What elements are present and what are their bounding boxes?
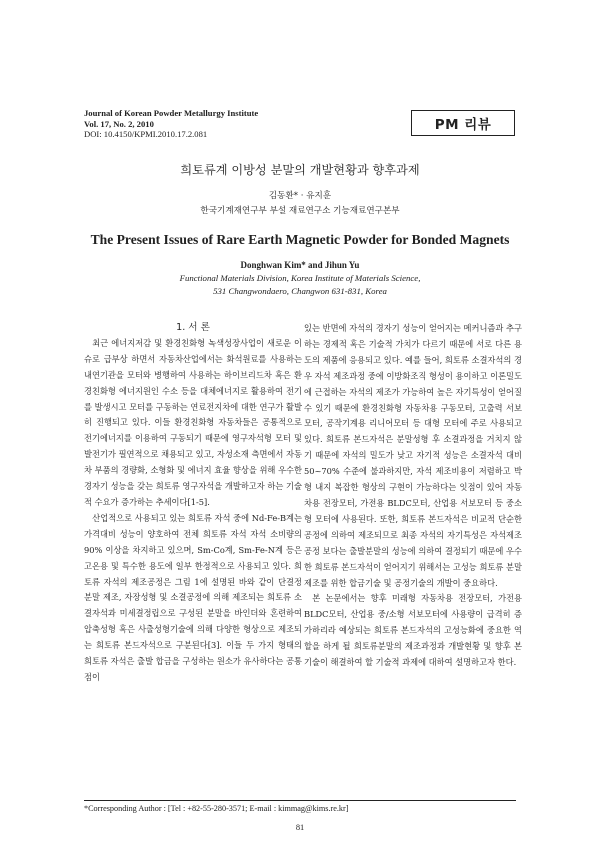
left-paragraph-2: 산업적으로 사용되고 있는 희토류 자석 중에 Nd-Fe-B계는 가격대비 성능이 양호하여 전체 희토류 자석 자석 소비량의 90% 이상을 차지하고 있으며, Sm-Co계, Sm-Fe-N계 등은 고온용 및 특수한 용도에 일부 한정적으로 사용되고 있다. 희토류 자석의 제조공정은 그림 1에 설명된 바와 같이 단결정 분말 제조, 자장성형 및 소결공정에 의해 제조되는 희토류 소결자석과 미세결정립으로 구성된 분말을 바인더와 혼련하여 압축성형 혹은 사출성형기술에 의해 다양한 형상으로 제조되는 희토류 본드자석으로 구분된다[3]. 이들 두 가지 형태의 희토류 자석은 출발 합금을 구성하는 원소가 유사하다는 공통점이 [84,512,302,682]
left-column [84,320,302,686]
section-heading: 1. 서 론 [176,322,210,333]
korean-title: 희토류계 이방성 분말의 개발현황과 향후과제 [180,163,420,177]
english-authors: Donghwan Kim* and Jihun Yu [240,260,360,270]
corresponding-author-footnote: *Corresponding Author : [Tel : +82-55-280-3571; E-mail : kimmag@kims.re.kr] [84,804,349,813]
korean-authors: 김동환* · 유지훈 [268,191,332,201]
journal-doi: DOI: 10.4150/KPMI.2010.17.2.081 [84,129,208,140]
journal-volume: Vol. 17, No. 2, 2010 [84,118,154,129]
english-affiliation [0,272,600,298]
journal-name: Journal of Korean Powder Metallurgy Institute [84,108,259,118]
left-paragraph-1: 최근 에너지저감 및 환경친화형 녹색성장사업이 새로운 이슈로 급부상 하면서 자동차산업에서는 화석원료를 사용하는 내연기관을 모터와 병행하여 사용하는 하이브리드차 혹은 환경친화형 에너지원인 수소 등을 대체에너지로 활용하여 전기를 발생시고 모터를 구동하는 연료전지차에 대한 연구가 활발히 진행되고 있다. 이들 환경친화형 자동차들은 공통적으로 전기에너지를 이용하여 구동되기 때문에 영구자석형 모터 및 발전기가 필연적으로 채용되고 있고, 자성소재 측면에서 자동차 부품의 경량화, 소형화 및 에너지 효율 향상을 위해 우수한 경자기 성능을 갖는 희토류 영구자석을 개발하고자 하는 기술적 수요가 증가하는 추세이다[1-5]. [84,337,302,507]
footnote-rule [84,800,516,801]
right-paragraph-1: 있는 반면에 자석의 경자기 성능이 얻어지는 메커니즘과 추구하는 경제적 혹은 기술적 가치가 다르기 때문에 서로 다른 용도의 제품에 응용되고 있다. 예를 들어, 희토류 소결자석의 경우 자석 제조과정 중에 이방화조직 형성이 용이하고 이론밀도에 근접하는 자석의 제조가 가능하여 높은 자기특성이 얻어질 수 있기 때문에 환경친화형 자동차용 구동모터, 고출력 서보모터, 공작기계용 리니어모터 등 대형 모터에 주로 사용되고 있다. 희토류 본드자석은 분말성형 후 소결과정을 거치지 않기 때문에 자석의 밀도가 낮고 자기적 성능은 소결자석 대비 50~70% 수준에 불과하지만, 자석 제조비용이 저렴하고 박형 내지 복잡한 형상의 구현이 가능하다는 잇점이 있어 자동차용 전장모터, 가전용 BLDC모터, 산업용 서보모터 등 중소형 모터에 사용된다. 또한, 희토류 본드자석은 비교적 단순한 공정에 의하여 제조되므로 최종 자석의 자기특성은 자석제조공정 보다는 출발분말의 성능에 의하여 결정되기 때문에 우수한 희토류 본드자석이 얻어지기 위해서는 고성능 희토류 분말제조를 위한 합금기술 및 공정기술의 개발이 중요하다. [304,323,522,588]
english-affiliation-line1: Functional Materials Division, Korea Institute of Materials Science, [179,273,421,283]
english-title: The Present Issues of Rare Earth Magnetic Powder for Bonded Magnets [90,232,510,247]
page-number: 81 [295,823,305,832]
article-type-badge: PM 리뷰 [411,110,515,136]
english-affiliation-line2: 531 Changwondaero, Changwon 631-831, Korea [213,286,387,296]
right-paragraph-2: 본 논문에서는 향후 미래형 자동차용 전장모터, 가전용 BLDC모터, 산업용 중/소형 서보모터에 사용량이 급격히 증가하리라 예상되는 희토류 본드자석의 고성능화에 중요한 역할을 하게 될 희토류분말의 제조과정과 개발현황 및 향후 본 기술이 해결하여 할 기술적 과제에 대하여 설명하고자 한다. [304,593,522,668]
right-column [304,321,522,671]
korean-affiliation: 한국기계재연구부 부설 재료연구소 기능재료연구본부 [200,206,400,216]
journal-info [84,108,258,140]
